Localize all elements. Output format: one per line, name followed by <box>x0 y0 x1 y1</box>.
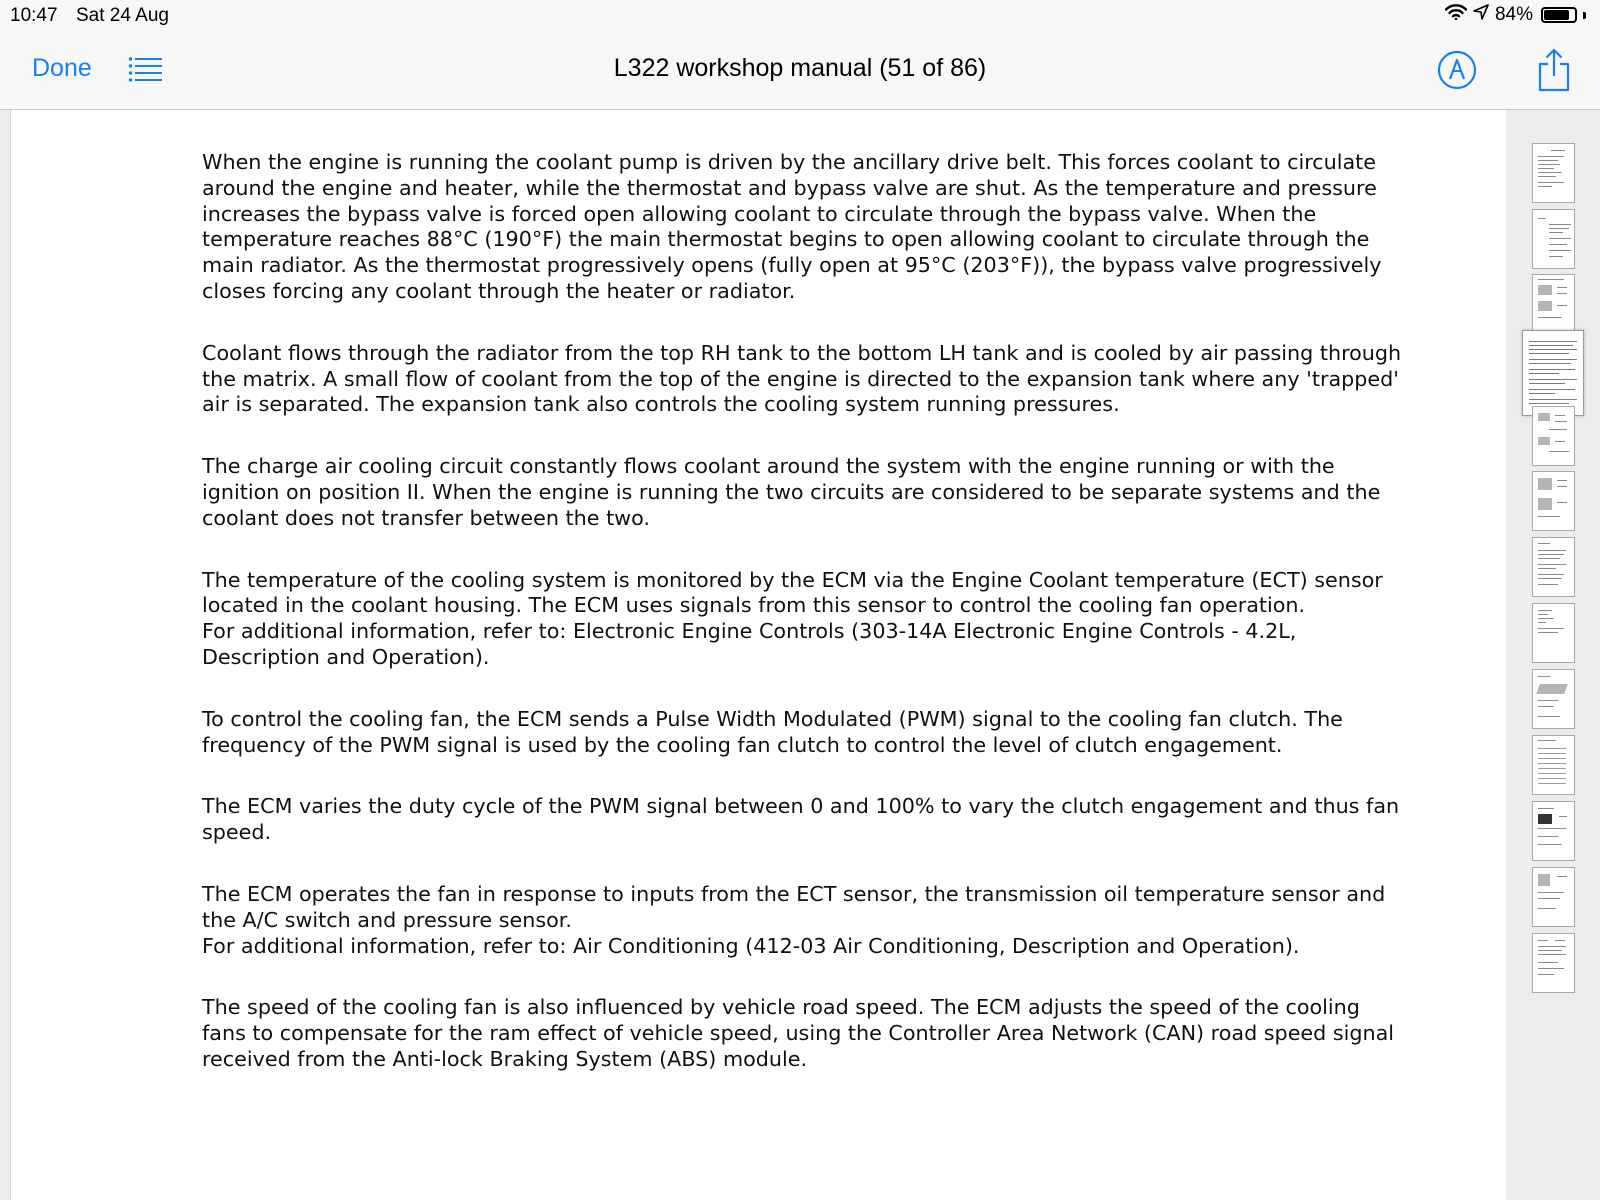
paragraph-road-speed: The speed of the cooling fan is also influenced by vehicle road speed. The ECM adjusts the speed of the cooling fans to compensate for the ram effect of vehicle speed, using the Controller Area Network (CAN) road speed signal received from the Anti-lock Braking System (ABS) module. <box>202 995 1395 1071</box>
document-body <box>202 150 1402 1109</box>
status-date: Sat 24 Aug <box>76 5 169 26</box>
done-button[interactable]: Done <box>32 54 92 82</box>
location-arrow-icon <box>1473 4 1489 26</box>
page-thumbnail[interactable] <box>1532 603 1575 663</box>
navigation-bar <box>0 32 1600 110</box>
reference-air-conditioning[interactable]: For additional information, refer to: Air Conditioning (412-03 Air Conditioning, Description and Operation). <box>202 933 1300 958</box>
page-thumbnail[interactable] <box>1532 274 1575 334</box>
paragraph-radiator-flow: Coolant flows through the radiator from the top RH tank to the bottom LH tank and is cooled by air passing through the matrix. A small flow of coolant from the top of the engine is directed to the expansion tank where any 'trapped' air is separated. The expansion tank also controls the cooling system running pressures. <box>202 340 1402 417</box>
document-title: L322 workshop manual (51 of 86) <box>613 54 987 82</box>
battery-level-fill <box>1544 10 1569 20</box>
battery-tip <box>1583 12 1586 19</box>
page-thumbnail[interactable] <box>1532 801 1575 861</box>
page-thumbnail[interactable] <box>1532 143 1575 203</box>
current-page-thumbnail[interactable] <box>1522 330 1584 416</box>
status-bar <box>0 0 1600 32</box>
battery-percent: 84% <box>1494 4 1533 25</box>
page-thumbnail[interactable] <box>1532 471 1575 531</box>
page-thumbnail[interactable] <box>1532 537 1575 597</box>
page-thumbnail-strip[interactable] <box>1506 110 1600 1200</box>
page-thumbnail[interactable] <box>1532 406 1575 466</box>
status-time: 10:47 <box>10 5 58 26</box>
page-thumbnail[interactable] <box>1532 669 1575 729</box>
paragraph-pwm-control: To control the cooling fan, the ECM sends a Pulse Width Modulated (PWM) signal to the cooling fan clutch. The frequency of the PWM signal is used by the cooling fan clutch to control the level of clutch engagement. <box>202 706 1343 757</box>
paragraph-fan-inputs: The ECM operates the fan in response to inputs from the ECT sensor, the transmission oil temperature sensor and the A/C switch and pressure sensor. <box>202 881 1386 932</box>
markup-pen-icon[interactable] <box>1437 50 1477 95</box>
document-page[interactable] <box>10 110 1506 1200</box>
page-thumbnail[interactable] <box>1532 867 1575 927</box>
paragraph-duty-cycle: The ECM varies the duty cycle of the PWM signal between 0 and 100% to vary the clutch engagement and thus fan speed. <box>202 794 1400 845</box>
page-thumbnail[interactable] <box>1532 735 1575 795</box>
page-thumbnail[interactable] <box>1532 933 1575 993</box>
paragraph-coolant-pump: When the engine is running the coolant pump is driven by the ancillary drive belt. This forces coolant to circulate around the engine and heater, while the thermostat and bypass valve are shut. As the temperature and pressure increases the bypass valve is forced open allowing coolant to circulate through the bypass valve. When the temperature reaches 88°C (190°F) the main thermostat begins to open allowing coolant to circulate through the main radiator. As the thermostat progressively opens (fully open at 95°C (203°F)), the bypass valve progressively closes forcing any coolant through the heater or radiator. <box>202 150 1382 303</box>
paragraph-charge-air: The charge air cooling circuit constantly flows coolant around the system with the engine running or with the ignition on position II. When the engine is running the two circuits are considered to be separate systems and the coolant does not transfer between the two. <box>202 454 1381 530</box>
wifi-icon <box>1445 4 1467 26</box>
share-icon[interactable] <box>1537 48 1571 97</box>
battery-icon <box>1541 7 1577 23</box>
status-indicators <box>1445 4 1586 26</box>
reference-electronic-engine-controls[interactable]: For additional information, refer to: Electronic Engine Controls (303-14A Electronic Engine Controls - 4.2L, Description and Operation). <box>202 619 1297 669</box>
paragraph-ect-sensor: The temperature of the cooling system is monitored by the ECM via the Engine Coolant temperature (ECT) sensor located in the coolant housing. The ECM uses signals from this sensor to control the cooling fan operation. <box>202 567 1383 618</box>
page-thumbnail[interactable] <box>1532 209 1575 269</box>
